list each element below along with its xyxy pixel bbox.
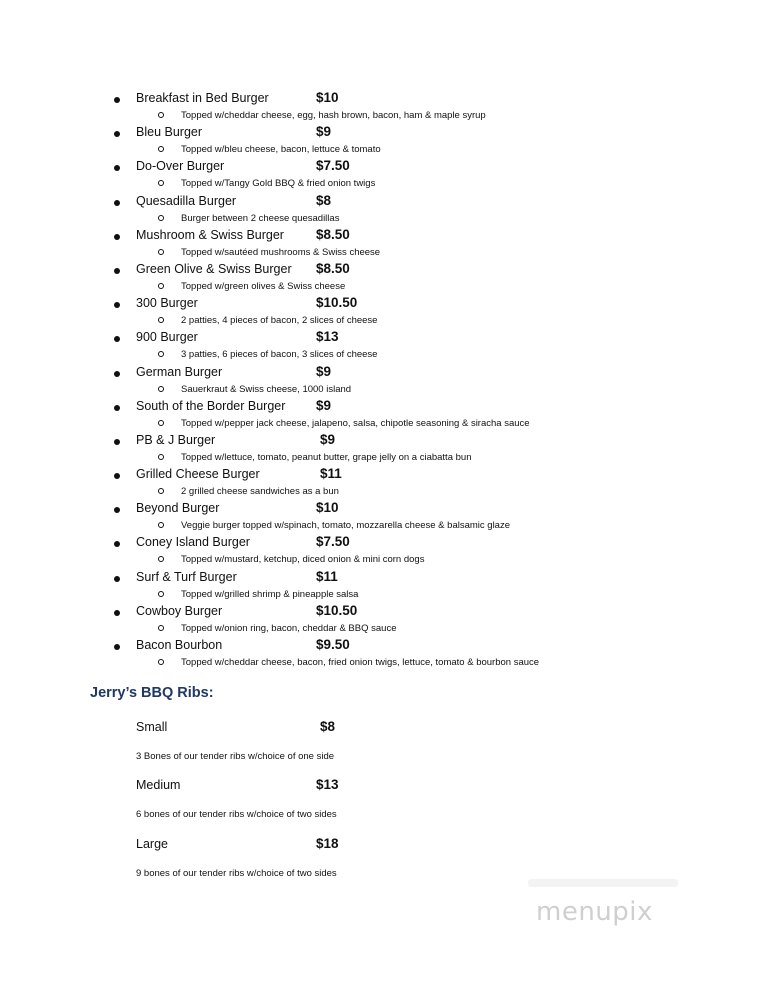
- bullet-icon: [114, 200, 120, 206]
- bullet-icon: [114, 507, 120, 513]
- bullet-icon: [114, 131, 120, 137]
- item-name: 300 Burger: [136, 296, 198, 311]
- item-name: Bleu Burger: [136, 125, 203, 140]
- sub-bullet-icon: [158, 454, 164, 460]
- menu-item: [0, 124, 768, 158]
- item-price: $9: [316, 397, 332, 413]
- bullet-icon: [114, 302, 120, 308]
- item-description: Burger between 2 cheese quesadillas: [181, 212, 340, 224]
- sub-bullet-icon: [158, 522, 164, 528]
- sub-bullet-icon: [158, 591, 164, 597]
- menu-item: [0, 261, 768, 295]
- item-name: German Burger: [136, 364, 223, 379]
- item-name: Cowboy Burger: [136, 603, 223, 618]
- item-description: Topped w/cheddar cheese, bacon, fried onion twigs, lettuce, tomato & bourbon sauce: [181, 657, 540, 668]
- item-description: Topped w/Tangy Gold BBQ & fried onion twigs: [181, 178, 376, 190]
- bullet-icon: [114, 610, 120, 616]
- menu-item: [0, 637, 768, 671]
- item-description: Veggie burger topped w/spinach, tomato, mozzarella cheese & balsamic glaze: [181, 520, 510, 532]
- watermark-logo: menupix: [536, 897, 653, 927]
- sub-bullet-icon: [158, 317, 164, 323]
- item-price: $11: [316, 568, 338, 584]
- sub-bullet-icon: [158, 659, 164, 665]
- item-description: 2 patties, 4 pieces of bacon, 2 slices of cheese: [181, 315, 378, 327]
- bullet-icon: [114, 97, 120, 103]
- item-description: 2 grilled cheese sandwiches as a bun: [181, 486, 339, 498]
- item-description: Topped w/grilled shrimp & pineapple salsa: [181, 588, 359, 600]
- rib-desc-medium: 6 bones of our tender ribs w/choice of two sides: [136, 809, 337, 820]
- item-price: $13: [316, 329, 339, 345]
- bullet-icon: [114, 439, 120, 445]
- item-price: $9: [316, 363, 332, 379]
- sub-bullet-icon: [158, 625, 164, 631]
- item-name: Breakfast in Bed Burger: [136, 91, 269, 105]
- rib-price-medium: $13: [316, 777, 339, 792]
- rib-desc-large: 9 bones of our tender ribs w/choice of two sides: [136, 868, 337, 879]
- item-price: $9: [316, 124, 332, 140]
- item-description: Topped w/onion ring, bacon, cheddar & BBQ sauce: [181, 622, 397, 634]
- item-description: Topped w/bleu cheese, bacon, lettuce & tomato: [181, 144, 381, 156]
- item-name: Mushroom & Swiss Burger: [136, 227, 284, 242]
- sub-bullet-icon: [158, 249, 164, 255]
- item-price: $9: [320, 431, 336, 447]
- menu-item: [0, 432, 768, 466]
- sub-bullet-icon: [158, 112, 164, 118]
- sub-bullet-icon: [158, 556, 164, 562]
- item-description: Topped w/sautéed mushrooms & Swiss cheese: [181, 246, 381, 258]
- sub-bullet-icon: [158, 215, 164, 221]
- sub-bullet-icon: [158, 488, 164, 494]
- bullet-icon: [114, 371, 120, 377]
- item-price: $8.50: [316, 260, 350, 276]
- item-description: Topped w/lettuce, tomato, peanut butter, grape jelly on a ciabatta bun: [181, 451, 472, 463]
- bullet-icon: [114, 541, 120, 547]
- item-price: $10.50: [316, 295, 358, 311]
- burger-list: [0, 90, 768, 671]
- item-name: Bacon Bourbon: [136, 638, 223, 652]
- item-name: 900 Burger: [136, 330, 198, 345]
- bullet-icon: [114, 165, 120, 171]
- rib-size-medium: Medium: [136, 778, 181, 792]
- item-name: Coney Island Burger: [136, 535, 250, 550]
- item-name: Surf & Turf Burger: [136, 569, 237, 584]
- item-price: $10.50: [316, 602, 358, 618]
- item-description: Topped w/pepper jack cheese, jalapeno, salsa, chipotle seasoning & siracha sauce: [181, 417, 530, 429]
- menu-item: [0, 329, 768, 363]
- item-price: $7.50: [316, 158, 350, 174]
- bullet-icon: [114, 268, 120, 274]
- bullet-icon: [114, 473, 120, 479]
- item-name: PB & J Burger: [136, 432, 216, 447]
- rib-price-small: $8: [320, 719, 336, 734]
- bullet-icon: [114, 336, 120, 342]
- menu-item: [0, 295, 768, 329]
- item-name: South of the Border Burger: [136, 398, 286, 413]
- menu-item: [0, 90, 768, 124]
- sub-bullet-icon: [158, 146, 164, 152]
- item-description: Sauerkraut & Swiss cheese, 1000 island: [181, 383, 352, 395]
- rib-size-large: Large: [136, 837, 168, 851]
- rib-desc-small: 3 Bones of our tender ribs w/choice of one side: [136, 751, 335, 762]
- bullet-icon: [114, 234, 120, 240]
- menu-item: [0, 193, 768, 227]
- menu-item: [0, 569, 768, 603]
- bullet-icon: [114, 405, 120, 411]
- item-name: Beyond Burger: [136, 501, 220, 516]
- item-name: Green Olive & Swiss Burger: [136, 261, 292, 276]
- sub-bullet-icon: [158, 386, 164, 392]
- item-description: 3 patties, 6 pieces of bacon, 3 slices of cheese: [181, 349, 378, 361]
- menu-item: [0, 466, 768, 500]
- item-name: Do-Over Burger: [136, 159, 225, 174]
- sub-bullet-icon: [158, 180, 164, 186]
- item-price: $8: [316, 192, 332, 208]
- item-price: $8.50: [316, 226, 350, 242]
- item-price: $10: [316, 500, 339, 516]
- item-price: $9.50: [316, 637, 350, 652]
- menu-item: [0, 603, 768, 637]
- bullet-icon: [114, 576, 120, 582]
- sub-bullet-icon: [158, 420, 164, 426]
- menu-item: [0, 398, 768, 432]
- menu-item: [0, 534, 768, 568]
- ribs-section-title: Jerry’s BBQ Ribs:: [90, 685, 214, 701]
- menu-item: [0, 227, 768, 261]
- rib-size-small: Small: [136, 720, 168, 734]
- rib-price-large: $18: [316, 836, 339, 851]
- item-description: Topped w/mustard, ketchup, diced onion & mini corn dogs: [181, 554, 425, 566]
- watermark-tag: [528, 879, 678, 887]
- sub-bullet-icon: [158, 283, 164, 289]
- menu-item: [0, 158, 768, 192]
- menu-item: [0, 364, 768, 398]
- menu-item: [0, 500, 768, 534]
- item-price: $11: [320, 466, 342, 482]
- item-name: Quesadilla Burger: [136, 193, 237, 208]
- item-name: Grilled Cheese Burger: [136, 467, 260, 482]
- bullet-icon: [114, 644, 120, 650]
- item-description: Topped w/green olives & Swiss cheese: [181, 280, 346, 292]
- item-price: $10: [316, 90, 339, 105]
- item-price: $7.50: [316, 534, 350, 550]
- item-description: Topped w/cheddar cheese, egg, hash brown, bacon, ham & maple syrup: [181, 110, 486, 121]
- sub-bullet-icon: [158, 351, 164, 357]
